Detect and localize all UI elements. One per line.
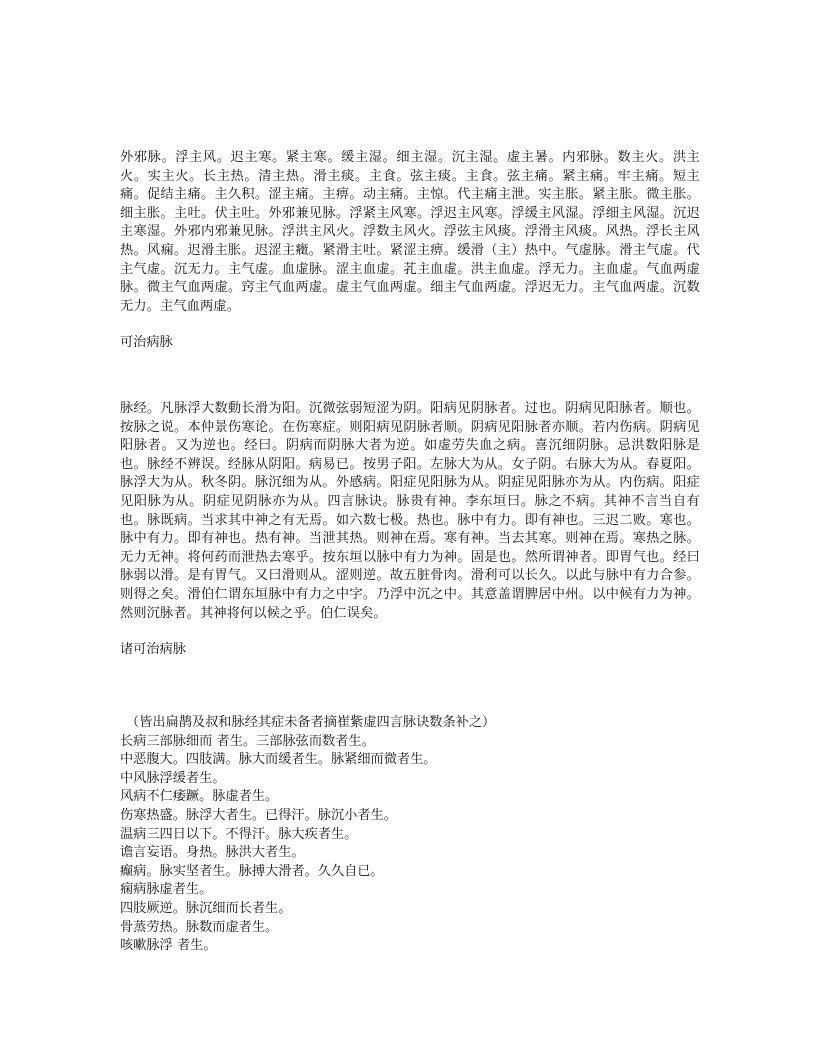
section-heading-curable-pulses: 可治病脉 bbox=[120, 335, 173, 350]
list-item: 咳嗽脉浮 者生。 bbox=[120, 938, 217, 954]
list-item: 中风脉浮缓者生。 bbox=[120, 770, 226, 786]
list-item: 温病三四日以下。不得汗。脉大疾者生。 bbox=[120, 826, 358, 842]
list-item: 痫病脉虚者生。 bbox=[120, 882, 213, 898]
list-item: 骨蒸劳热。脉数而虚者生。 bbox=[120, 919, 279, 935]
section-heading-various-curable-pulses: 诸可治病脉 bbox=[120, 642, 186, 657]
list-item: 风病不仁痿蹶。脉虚者生。 bbox=[120, 789, 279, 805]
list-note: （皆出扁鹊及叔和脉经其症未备者摘崔紫虚四言脉诀数条补之） bbox=[126, 715, 496, 730]
list-item: 四肢厥逆。脉沉细而长者生。 bbox=[120, 900, 292, 916]
list-item: 癫病。脉实坚者生。脉搏大滑者。久久自已。 bbox=[120, 863, 384, 879]
curable-pulse-list bbox=[120, 714, 700, 956]
list-item: 长病三部脉细而 者生。三部脉弦而数者生。 bbox=[120, 733, 375, 749]
list-item: 中恶腹大。四肢满。脉大而缓者生。脉紧细而微者生。 bbox=[120, 752, 437, 768]
pulse-classics-paragraph: 脉经。凡脉浮大数動长滑为阳。沉微弦弱短涩为阴。阳病见阴脉者。过也。阴病见阳脉者。顺也。按脉之说。本仲景伤寒论。在伤寒症。则阳病见阴脉者顺。阴病见阳脉者亦顺。若内伤病。阴病见阳脉者。又为逆也。经曰。阴病而阴脉大者为逆。如虚劳失血之病。喜沉细阴脉。忌洪数阳脉是也。脉经不辨误。经脉从阴阳。病易已。按男子阳。左脉大为从。女子阴。右脉大为从。春夏阳。脉浮大为从。秋冬阴。脉沉细为从。外感病。阳症见阳脉为从。阴症见阳脉亦为从。内伤病。阳症见阳脉为从。阴症见阴脉亦为从。四言脉诀。脉贵有神。李东垣曰。脉之不病。其神不言当自有也。脉既病。当求其中神之有无焉。如六数七极。热也。脉中有力。即有神也。三迟二败。寒也。脉中有力。即有神也。热有神。当泄其热。则神在焉。寒有神。当去其寒。则神在焉。寒热之脉。无力无神。将何药而泄热去寒乎。按东垣以脉中有力为神。固是也。然所谓神者。即胃气也。经曰脉弱以滑。是有胃气。又曰滑则从。涩则逆。故五脏骨肉。滑利可以长久。以此与脉中有力合参。则得之矣。滑伯仁谓东垣脉中有力之中字。乃浮中沉之中。其意盖谓脾居中州。以中候有力为神。然则沉脉者。其神将何以候之乎。伯仁误矣。 bbox=[120, 401, 700, 621]
pulse-classification-paragraph: 外邪脉。浮主风。迟主寒。紧主寒。缓主湿。细主湿。沉主湿。虚主暑。内邪脉。数主火。洪主火。实主火。长主热。清主热。滑主痰。主食。弦主痰。主食。弦主痛。紧主痛。牢主痛。短主痛。促结主痛。主久积。涩主痛。主痹。动主痛。主惊。代主痛主泄。实主胀。紧主胀。微主胀。细主胀。主吐。伏主吐。外邪兼见脉。浮紧主风寒。浮迟主风寒。浮缓主风湿。浮细主风湿。沉迟主寒湿。外邪内邪兼见脉。浮洪主风火。浮数主风火。浮弦主风痰。浮滑主风痰。风热。浮长主风热。风痫。迟滑主胀。迟涩主癥。紧滑主吐。紧涩主痹。缓滑（主）热中。气虚脉。滑主气虚。代主气虚。沉无力。主气虚。血虚脉。涩主血虚。芤主血虚。洪主血虚。浮无力。主血虚。气血两虚脉。微主气血两虚。窍主气血两虚。虚主气血两虚。细主气血两虚。浮迟无力。主气血两虚。沉数无力。主气血两虚。 bbox=[120, 150, 700, 314]
list-item: 伤寒热盛。脉浮大者生。已得汗。脉沉小者生。 bbox=[120, 807, 397, 823]
list-item: 谵言妄语。身热。脉洪大者生。 bbox=[120, 845, 305, 861]
